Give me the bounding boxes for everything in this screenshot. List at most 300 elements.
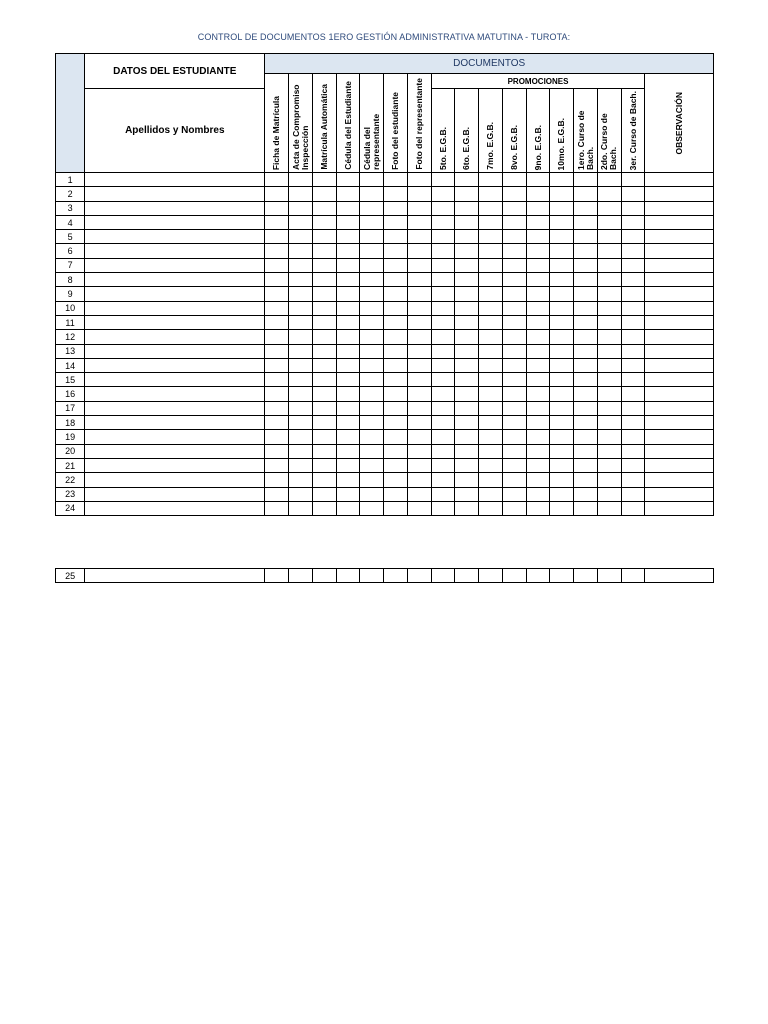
doc-cell[interactable] bbox=[384, 444, 408, 458]
prom-cell[interactable] bbox=[431, 173, 455, 187]
prom-cell[interactable] bbox=[431, 458, 455, 472]
prom-cell[interactable] bbox=[597, 258, 621, 272]
doc-cell[interactable] bbox=[289, 401, 313, 415]
doc-cell[interactable] bbox=[312, 473, 336, 487]
name-cell[interactable] bbox=[85, 301, 265, 315]
doc-cell[interactable] bbox=[289, 258, 313, 272]
doc-cell[interactable] bbox=[336, 373, 360, 387]
prom-cell[interactable] bbox=[502, 201, 526, 215]
prom-cell[interactable] bbox=[574, 487, 598, 501]
name-cell[interactable] bbox=[85, 487, 265, 501]
doc-cell[interactable] bbox=[360, 201, 384, 215]
prom-cell[interactable] bbox=[550, 287, 574, 301]
prom-cell[interactable] bbox=[597, 173, 621, 187]
prom-cell[interactable] bbox=[597, 344, 621, 358]
doc-cell[interactable] bbox=[265, 444, 289, 458]
name-cell[interactable] bbox=[85, 201, 265, 215]
doc-cell[interactable] bbox=[360, 258, 384, 272]
doc-cell[interactable] bbox=[265, 473, 289, 487]
doc-cell[interactable] bbox=[360, 287, 384, 301]
doc-cell[interactable] bbox=[336, 401, 360, 415]
doc-cell[interactable] bbox=[312, 230, 336, 244]
doc-cell[interactable] bbox=[360, 430, 384, 444]
doc-cell[interactable] bbox=[407, 258, 431, 272]
name-cell[interactable] bbox=[85, 315, 265, 329]
prom-cell[interactable] bbox=[550, 569, 574, 583]
prom-cell[interactable] bbox=[479, 444, 503, 458]
prom-cell[interactable] bbox=[455, 430, 479, 444]
prom-cell[interactable] bbox=[574, 358, 598, 372]
prom-cell[interactable] bbox=[479, 416, 503, 430]
name-cell[interactable] bbox=[85, 373, 265, 387]
doc-cell[interactable] bbox=[336, 230, 360, 244]
doc-cell[interactable] bbox=[384, 344, 408, 358]
prom-cell[interactable] bbox=[479, 344, 503, 358]
prom-cell[interactable] bbox=[455, 173, 479, 187]
prom-cell[interactable] bbox=[526, 444, 550, 458]
prom-cell[interactable] bbox=[526, 201, 550, 215]
doc-cell[interactable] bbox=[289, 358, 313, 372]
name-cell[interactable] bbox=[85, 430, 265, 444]
prom-cell[interactable] bbox=[621, 258, 645, 272]
prom-cell[interactable] bbox=[597, 301, 621, 315]
prom-cell[interactable] bbox=[526, 401, 550, 415]
prom-cell[interactable] bbox=[574, 473, 598, 487]
prom-cell[interactable] bbox=[621, 416, 645, 430]
prom-cell[interactable] bbox=[479, 487, 503, 501]
doc-cell[interactable] bbox=[407, 215, 431, 229]
prom-cell[interactable] bbox=[597, 401, 621, 415]
name-cell[interactable] bbox=[85, 273, 265, 287]
prom-cell[interactable] bbox=[550, 458, 574, 472]
doc-cell[interactable] bbox=[360, 387, 384, 401]
prom-cell[interactable] bbox=[526, 215, 550, 229]
prom-cell[interactable] bbox=[455, 401, 479, 415]
doc-cell[interactable] bbox=[312, 330, 336, 344]
doc-cell[interactable] bbox=[336, 444, 360, 458]
prom-cell[interactable] bbox=[479, 201, 503, 215]
doc-cell[interactable] bbox=[384, 487, 408, 501]
prom-cell[interactable] bbox=[502, 458, 526, 472]
name-cell[interactable] bbox=[85, 444, 265, 458]
prom-cell[interactable] bbox=[574, 444, 598, 458]
prom-cell[interactable] bbox=[621, 358, 645, 372]
prom-cell[interactable] bbox=[526, 301, 550, 315]
observacion-cell[interactable] bbox=[645, 215, 714, 229]
doc-cell[interactable] bbox=[265, 430, 289, 444]
doc-cell[interactable] bbox=[407, 315, 431, 329]
prom-cell[interactable] bbox=[574, 244, 598, 258]
doc-cell[interactable] bbox=[336, 569, 360, 583]
prom-cell[interactable] bbox=[455, 444, 479, 458]
prom-cell[interactable] bbox=[550, 487, 574, 501]
observacion-cell[interactable] bbox=[645, 244, 714, 258]
doc-cell[interactable] bbox=[407, 187, 431, 201]
doc-cell[interactable] bbox=[312, 373, 336, 387]
doc-cell[interactable] bbox=[360, 230, 384, 244]
doc-cell[interactable] bbox=[312, 401, 336, 415]
prom-cell[interactable] bbox=[550, 230, 574, 244]
doc-cell[interactable] bbox=[312, 344, 336, 358]
observacion-cell[interactable] bbox=[645, 173, 714, 187]
doc-cell[interactable] bbox=[289, 344, 313, 358]
observacion-cell[interactable] bbox=[645, 430, 714, 444]
doc-cell[interactable] bbox=[384, 187, 408, 201]
doc-cell[interactable] bbox=[265, 301, 289, 315]
doc-cell[interactable] bbox=[265, 387, 289, 401]
prom-cell[interactable] bbox=[502, 387, 526, 401]
doc-cell[interactable] bbox=[289, 487, 313, 501]
prom-cell[interactable] bbox=[479, 173, 503, 187]
prom-cell[interactable] bbox=[550, 344, 574, 358]
prom-cell[interactable] bbox=[479, 287, 503, 301]
prom-cell[interactable] bbox=[479, 273, 503, 287]
doc-cell[interactable] bbox=[360, 473, 384, 487]
name-cell[interactable] bbox=[85, 215, 265, 229]
prom-cell[interactable] bbox=[550, 444, 574, 458]
prom-cell[interactable] bbox=[455, 358, 479, 372]
prom-cell[interactable] bbox=[526, 344, 550, 358]
prom-cell[interactable] bbox=[455, 301, 479, 315]
name-cell[interactable] bbox=[85, 473, 265, 487]
prom-cell[interactable] bbox=[621, 330, 645, 344]
prom-cell[interactable] bbox=[597, 273, 621, 287]
name-cell[interactable] bbox=[85, 401, 265, 415]
doc-cell[interactable] bbox=[407, 501, 431, 515]
doc-cell[interactable] bbox=[336, 473, 360, 487]
observacion-cell[interactable] bbox=[645, 458, 714, 472]
prom-cell[interactable] bbox=[621, 458, 645, 472]
prom-cell[interactable] bbox=[479, 330, 503, 344]
prom-cell[interactable] bbox=[526, 315, 550, 329]
prom-cell[interactable] bbox=[550, 201, 574, 215]
doc-cell[interactable] bbox=[265, 201, 289, 215]
doc-cell[interactable] bbox=[407, 273, 431, 287]
prom-cell[interactable] bbox=[597, 416, 621, 430]
prom-cell[interactable] bbox=[431, 201, 455, 215]
doc-cell[interactable] bbox=[312, 215, 336, 229]
doc-cell[interactable] bbox=[336, 173, 360, 187]
prom-cell[interactable] bbox=[621, 301, 645, 315]
prom-cell[interactable] bbox=[550, 301, 574, 315]
doc-cell[interactable] bbox=[407, 358, 431, 372]
prom-cell[interactable] bbox=[574, 430, 598, 444]
prom-cell[interactable] bbox=[502, 401, 526, 415]
prom-cell[interactable] bbox=[431, 501, 455, 515]
name-cell[interactable] bbox=[85, 173, 265, 187]
prom-cell[interactable] bbox=[431, 215, 455, 229]
doc-cell[interactable] bbox=[407, 430, 431, 444]
doc-cell[interactable] bbox=[312, 430, 336, 444]
prom-cell[interactable] bbox=[526, 430, 550, 444]
prom-cell[interactable] bbox=[597, 458, 621, 472]
doc-cell[interactable] bbox=[407, 287, 431, 301]
prom-cell[interactable] bbox=[597, 487, 621, 501]
prom-cell[interactable] bbox=[526, 416, 550, 430]
doc-cell[interactable] bbox=[312, 358, 336, 372]
doc-cell[interactable] bbox=[289, 301, 313, 315]
prom-cell[interactable] bbox=[597, 387, 621, 401]
prom-cell[interactable] bbox=[621, 430, 645, 444]
prom-cell[interactable] bbox=[502, 416, 526, 430]
prom-cell[interactable] bbox=[479, 373, 503, 387]
prom-cell[interactable] bbox=[574, 501, 598, 515]
doc-cell[interactable] bbox=[289, 444, 313, 458]
prom-cell[interactable] bbox=[455, 244, 479, 258]
prom-cell[interactable] bbox=[502, 444, 526, 458]
prom-cell[interactable] bbox=[479, 315, 503, 329]
prom-cell[interactable] bbox=[597, 287, 621, 301]
doc-cell[interactable] bbox=[384, 416, 408, 430]
prom-cell[interactable] bbox=[526, 501, 550, 515]
doc-cell[interactable] bbox=[336, 430, 360, 444]
observacion-cell[interactable] bbox=[645, 487, 714, 501]
prom-cell[interactable] bbox=[502, 244, 526, 258]
doc-cell[interactable] bbox=[384, 569, 408, 583]
observacion-cell[interactable] bbox=[645, 330, 714, 344]
doc-cell[interactable] bbox=[265, 230, 289, 244]
doc-cell[interactable] bbox=[360, 330, 384, 344]
prom-cell[interactable] bbox=[574, 301, 598, 315]
prom-cell[interactable] bbox=[526, 230, 550, 244]
doc-cell[interactable] bbox=[384, 358, 408, 372]
doc-cell[interactable] bbox=[407, 569, 431, 583]
doc-cell[interactable] bbox=[265, 244, 289, 258]
doc-cell[interactable] bbox=[336, 458, 360, 472]
doc-cell[interactable] bbox=[407, 387, 431, 401]
doc-cell[interactable] bbox=[336, 487, 360, 501]
prom-cell[interactable] bbox=[502, 344, 526, 358]
doc-cell[interactable] bbox=[289, 458, 313, 472]
prom-cell[interactable] bbox=[597, 244, 621, 258]
doc-cell[interactable] bbox=[265, 416, 289, 430]
doc-cell[interactable] bbox=[312, 244, 336, 258]
prom-cell[interactable] bbox=[574, 230, 598, 244]
doc-cell[interactable] bbox=[265, 330, 289, 344]
prom-cell[interactable] bbox=[502, 215, 526, 229]
name-cell[interactable] bbox=[85, 569, 265, 583]
prom-cell[interactable] bbox=[621, 273, 645, 287]
prom-cell[interactable] bbox=[431, 387, 455, 401]
observacion-cell[interactable] bbox=[645, 501, 714, 515]
prom-cell[interactable] bbox=[502, 473, 526, 487]
prom-cell[interactable] bbox=[526, 244, 550, 258]
prom-cell[interactable] bbox=[431, 287, 455, 301]
observacion-cell[interactable] bbox=[645, 569, 714, 583]
prom-cell[interactable] bbox=[621, 473, 645, 487]
prom-cell[interactable] bbox=[431, 358, 455, 372]
prom-cell[interactable] bbox=[455, 273, 479, 287]
prom-cell[interactable] bbox=[621, 501, 645, 515]
doc-cell[interactable] bbox=[312, 201, 336, 215]
doc-cell[interactable] bbox=[384, 387, 408, 401]
prom-cell[interactable] bbox=[431, 430, 455, 444]
prom-cell[interactable] bbox=[621, 173, 645, 187]
prom-cell[interactable] bbox=[621, 287, 645, 301]
prom-cell[interactable] bbox=[502, 258, 526, 272]
prom-cell[interactable] bbox=[431, 444, 455, 458]
prom-cell[interactable] bbox=[574, 315, 598, 329]
doc-cell[interactable] bbox=[289, 416, 313, 430]
doc-cell[interactable] bbox=[384, 430, 408, 444]
name-cell[interactable] bbox=[85, 230, 265, 244]
doc-cell[interactable] bbox=[360, 358, 384, 372]
prom-cell[interactable] bbox=[621, 344, 645, 358]
doc-cell[interactable] bbox=[289, 430, 313, 444]
prom-cell[interactable] bbox=[550, 401, 574, 415]
doc-cell[interactable] bbox=[336, 416, 360, 430]
doc-cell[interactable] bbox=[384, 201, 408, 215]
prom-cell[interactable] bbox=[526, 258, 550, 272]
prom-cell[interactable] bbox=[597, 473, 621, 487]
prom-cell[interactable] bbox=[502, 187, 526, 201]
prom-cell[interactable] bbox=[431, 569, 455, 583]
prom-cell[interactable] bbox=[431, 373, 455, 387]
prom-cell[interactable] bbox=[502, 358, 526, 372]
doc-cell[interactable] bbox=[384, 315, 408, 329]
prom-cell[interactable] bbox=[597, 230, 621, 244]
prom-cell[interactable] bbox=[621, 187, 645, 201]
doc-cell[interactable] bbox=[336, 215, 360, 229]
doc-cell[interactable] bbox=[407, 201, 431, 215]
observacion-cell[interactable] bbox=[645, 258, 714, 272]
prom-cell[interactable] bbox=[574, 201, 598, 215]
prom-cell[interactable] bbox=[479, 230, 503, 244]
doc-cell[interactable] bbox=[407, 173, 431, 187]
doc-cell[interactable] bbox=[265, 258, 289, 272]
prom-cell[interactable] bbox=[526, 373, 550, 387]
doc-cell[interactable] bbox=[360, 315, 384, 329]
name-cell[interactable] bbox=[85, 416, 265, 430]
prom-cell[interactable] bbox=[526, 358, 550, 372]
prom-cell[interactable] bbox=[597, 444, 621, 458]
doc-cell[interactable] bbox=[312, 173, 336, 187]
doc-cell[interactable] bbox=[384, 473, 408, 487]
doc-cell[interactable] bbox=[360, 273, 384, 287]
observacion-cell[interactable] bbox=[645, 273, 714, 287]
doc-cell[interactable] bbox=[407, 416, 431, 430]
prom-cell[interactable] bbox=[550, 244, 574, 258]
doc-cell[interactable] bbox=[312, 301, 336, 315]
prom-cell[interactable] bbox=[526, 473, 550, 487]
prom-cell[interactable] bbox=[597, 215, 621, 229]
prom-cell[interactable] bbox=[574, 330, 598, 344]
doc-cell[interactable] bbox=[265, 373, 289, 387]
doc-cell[interactable] bbox=[312, 315, 336, 329]
doc-cell[interactable] bbox=[336, 244, 360, 258]
prom-cell[interactable] bbox=[431, 315, 455, 329]
prom-cell[interactable] bbox=[621, 201, 645, 215]
prom-cell[interactable] bbox=[455, 501, 479, 515]
prom-cell[interactable] bbox=[621, 387, 645, 401]
doc-cell[interactable] bbox=[312, 444, 336, 458]
observacion-cell[interactable] bbox=[645, 287, 714, 301]
prom-cell[interactable] bbox=[550, 315, 574, 329]
prom-cell[interactable] bbox=[597, 201, 621, 215]
prom-cell[interactable] bbox=[431, 187, 455, 201]
prom-cell[interactable] bbox=[526, 387, 550, 401]
observacion-cell[interactable] bbox=[645, 230, 714, 244]
doc-cell[interactable] bbox=[312, 287, 336, 301]
observacion-cell[interactable] bbox=[645, 358, 714, 372]
doc-cell[interactable] bbox=[407, 458, 431, 472]
prom-cell[interactable] bbox=[502, 230, 526, 244]
prom-cell[interactable] bbox=[479, 187, 503, 201]
prom-cell[interactable] bbox=[550, 273, 574, 287]
prom-cell[interactable] bbox=[597, 430, 621, 444]
doc-cell[interactable] bbox=[336, 330, 360, 344]
doc-cell[interactable] bbox=[265, 487, 289, 501]
doc-cell[interactable] bbox=[407, 301, 431, 315]
prom-cell[interactable] bbox=[526, 187, 550, 201]
doc-cell[interactable] bbox=[384, 244, 408, 258]
prom-cell[interactable] bbox=[574, 173, 598, 187]
prom-cell[interactable] bbox=[550, 258, 574, 272]
prom-cell[interactable] bbox=[550, 501, 574, 515]
doc-cell[interactable] bbox=[407, 487, 431, 501]
prom-cell[interactable] bbox=[621, 315, 645, 329]
doc-cell[interactable] bbox=[384, 215, 408, 229]
doc-cell[interactable] bbox=[360, 416, 384, 430]
doc-cell[interactable] bbox=[360, 569, 384, 583]
prom-cell[interactable] bbox=[550, 416, 574, 430]
doc-cell[interactable] bbox=[336, 301, 360, 315]
prom-cell[interactable] bbox=[479, 215, 503, 229]
prom-cell[interactable] bbox=[574, 387, 598, 401]
prom-cell[interactable] bbox=[621, 487, 645, 501]
prom-cell[interactable] bbox=[597, 501, 621, 515]
prom-cell[interactable] bbox=[502, 287, 526, 301]
doc-cell[interactable] bbox=[289, 215, 313, 229]
doc-cell[interactable] bbox=[289, 501, 313, 515]
prom-cell[interactable] bbox=[431, 230, 455, 244]
doc-cell[interactable] bbox=[289, 230, 313, 244]
prom-cell[interactable] bbox=[550, 330, 574, 344]
doc-cell[interactable] bbox=[384, 458, 408, 472]
doc-cell[interactable] bbox=[312, 416, 336, 430]
prom-cell[interactable] bbox=[455, 569, 479, 583]
prom-cell[interactable] bbox=[431, 473, 455, 487]
doc-cell[interactable] bbox=[336, 287, 360, 301]
doc-cell[interactable] bbox=[360, 501, 384, 515]
name-cell[interactable] bbox=[85, 187, 265, 201]
doc-cell[interactable] bbox=[407, 244, 431, 258]
observacion-cell[interactable] bbox=[645, 416, 714, 430]
observacion-cell[interactable] bbox=[645, 301, 714, 315]
prom-cell[interactable] bbox=[574, 273, 598, 287]
name-cell[interactable] bbox=[85, 458, 265, 472]
prom-cell[interactable] bbox=[502, 569, 526, 583]
prom-cell[interactable] bbox=[431, 244, 455, 258]
doc-cell[interactable] bbox=[289, 244, 313, 258]
prom-cell[interactable] bbox=[479, 301, 503, 315]
doc-cell[interactable] bbox=[360, 301, 384, 315]
doc-cell[interactable] bbox=[407, 444, 431, 458]
prom-cell[interactable] bbox=[574, 373, 598, 387]
doc-cell[interactable] bbox=[289, 201, 313, 215]
doc-cell[interactable] bbox=[336, 358, 360, 372]
doc-cell[interactable] bbox=[289, 569, 313, 583]
prom-cell[interactable] bbox=[431, 301, 455, 315]
prom-cell[interactable] bbox=[597, 569, 621, 583]
prom-cell[interactable] bbox=[526, 569, 550, 583]
prom-cell[interactable] bbox=[455, 373, 479, 387]
doc-cell[interactable] bbox=[360, 344, 384, 358]
doc-cell[interactable] bbox=[360, 215, 384, 229]
doc-cell[interactable] bbox=[336, 344, 360, 358]
prom-cell[interactable] bbox=[431, 258, 455, 272]
doc-cell[interactable] bbox=[360, 458, 384, 472]
